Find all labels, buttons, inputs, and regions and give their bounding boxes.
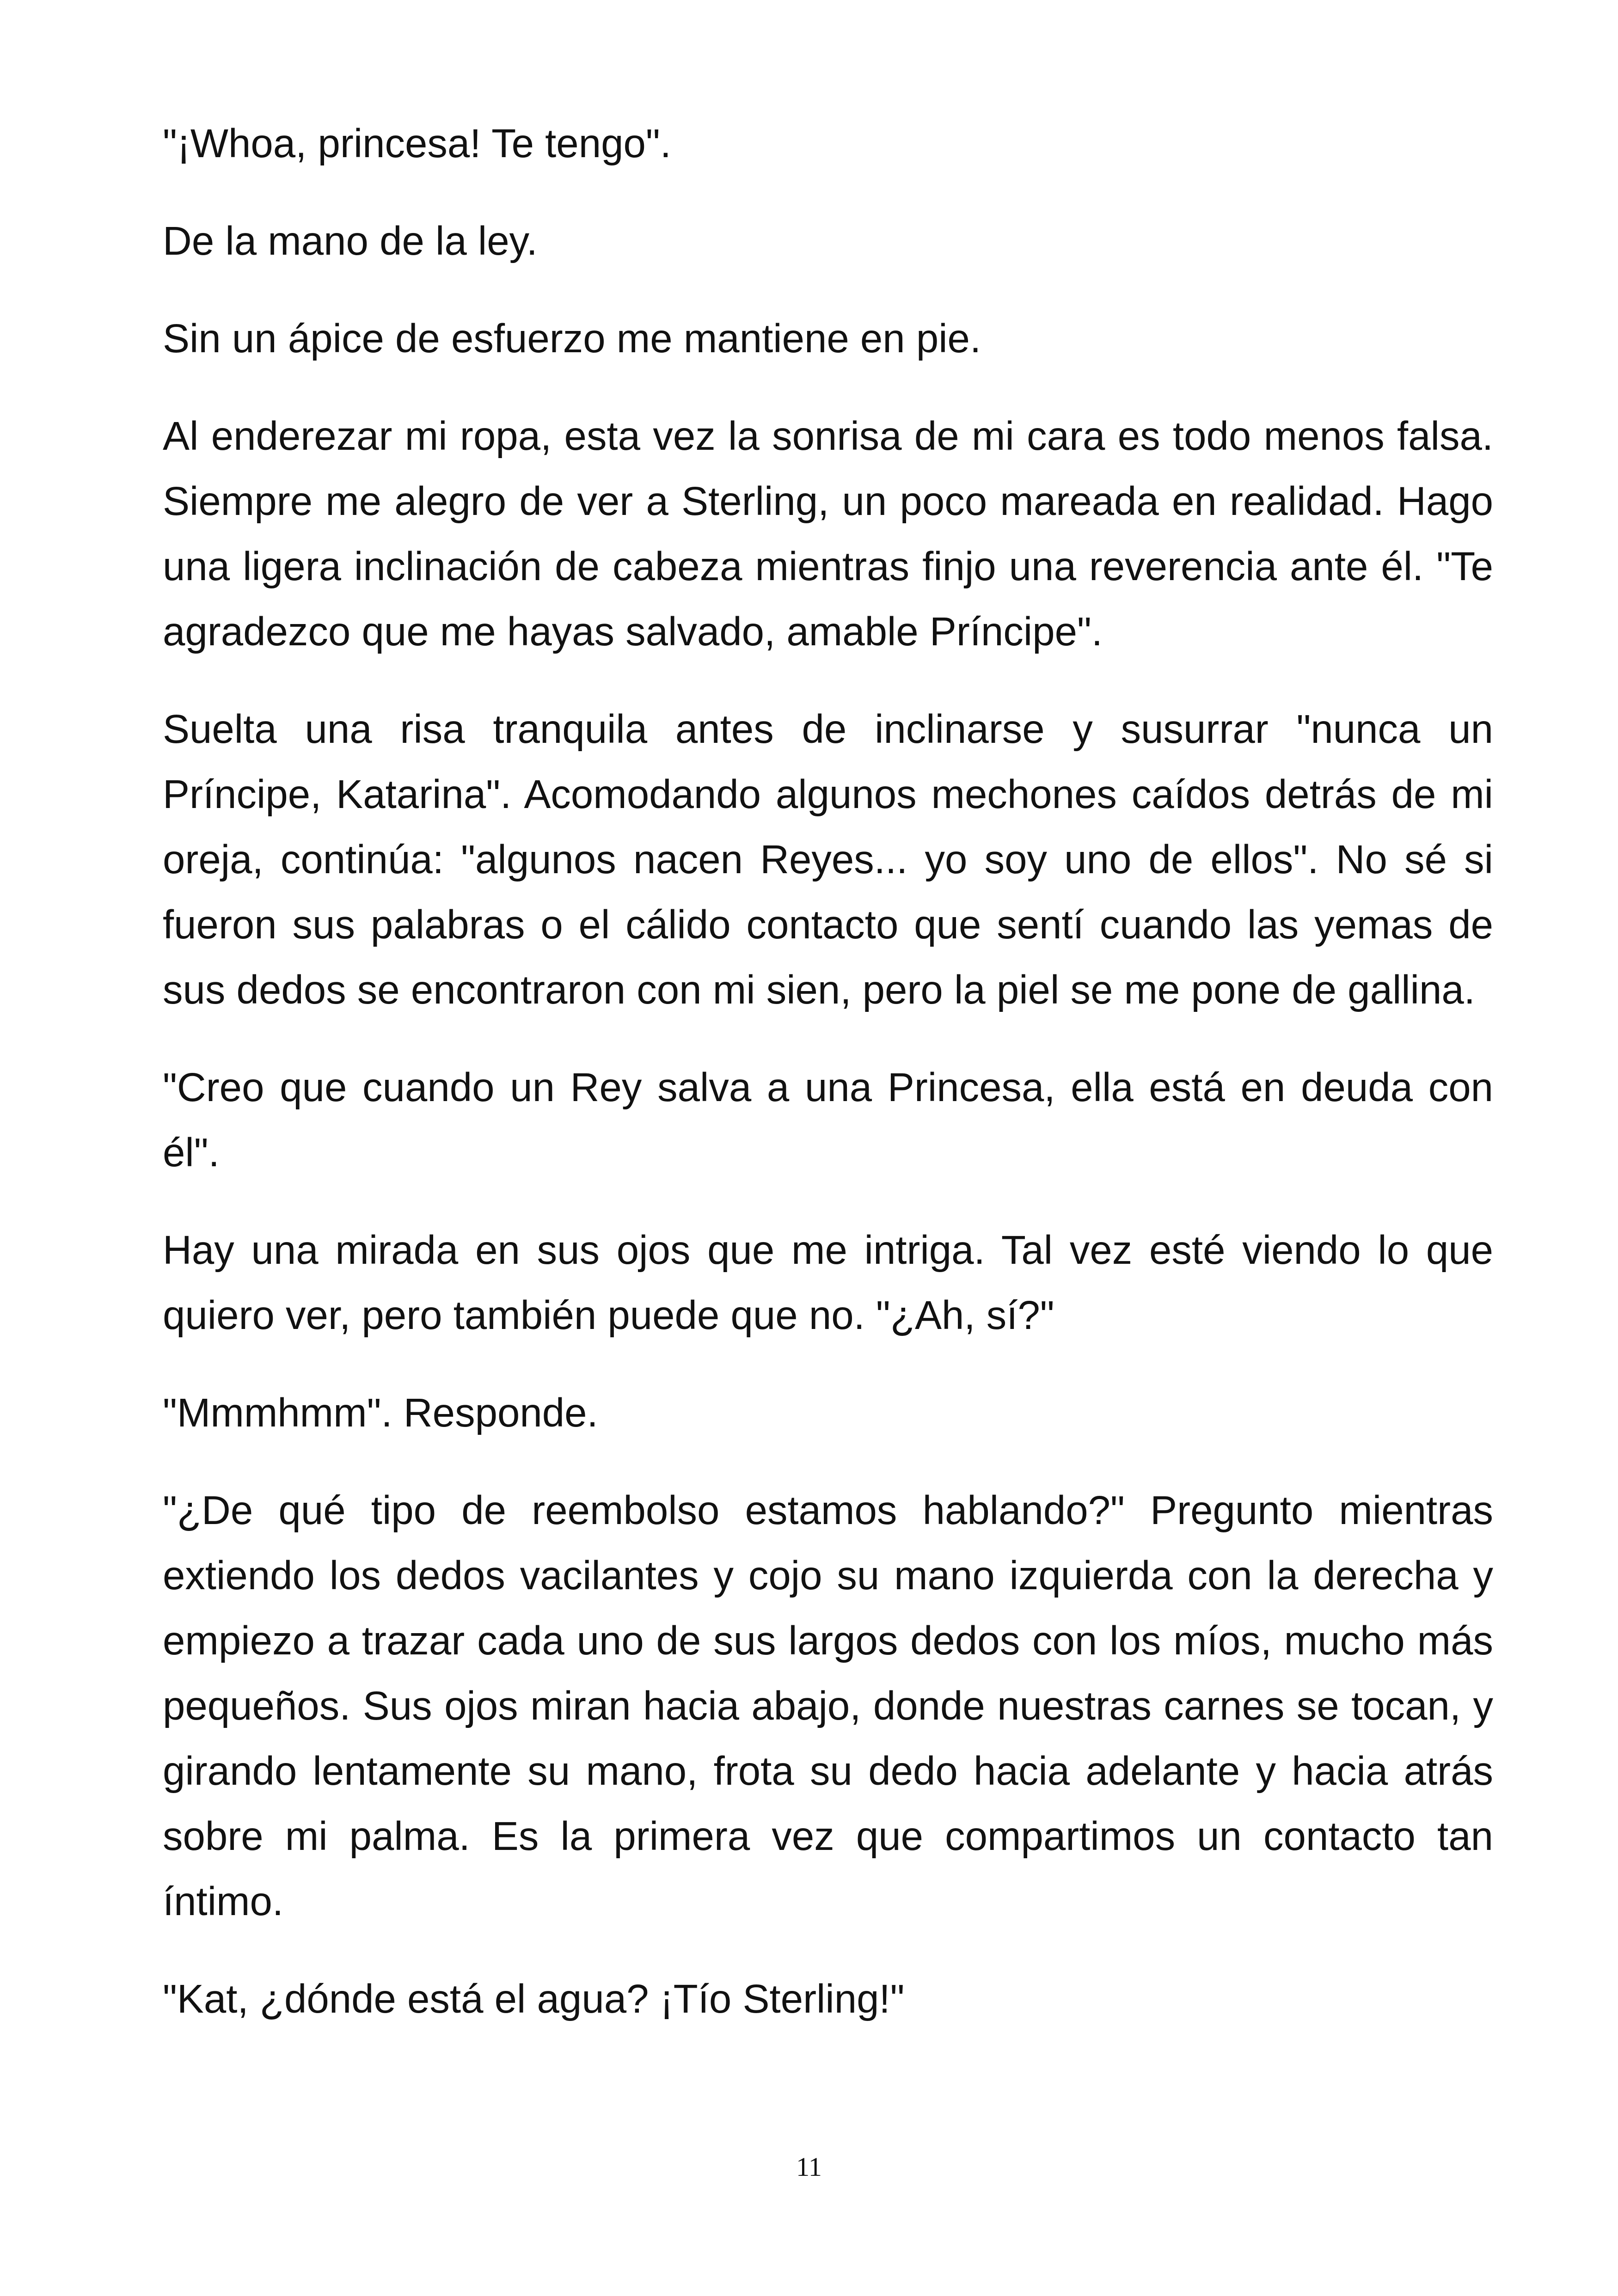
paragraph: Hay una mirada en sus ojos que me intriga. Tal vez esté viendo lo que quiero ver, pero también puede que no. "¿Ah, sí?" [163,1228,1493,1338]
paragraph: Al enderezar mi ropa, esta vez la sonrisa de mi cara es todo menos falsa. Siempre me alegro de ver a Sterling, un poco mareada en realidad. Hago una ligera inclinación de cabeza mientras finjo una reverencia ante él. "Te agradezco que me hayas salvado, amable Príncipe". [163,414,1493,654]
page-number: 11 [796,2152,822,2182]
paragraph: Suelta una risa tranquila antes de inclinarse y susurrar "nunca un Príncipe, Katarina". Acomodando algunos mechones caídos detrás de mi oreja, continúa: "algunos nacen Reyes... yo soy uno de ellos". No sé si fueron sus palabras o el cálido contacto que sentí cuando las yemas de sus dedos se encontraron con mi sien, pero la piel se me pone de gallina. [163,707,1493,1012]
paragraph: "Creo que cuando un Rey salva a una Princesa, ella está en deuda con él". [163,1065,1493,1175]
paragraph: "Kat, ¿dónde está el agua? ¡Tío Sterling!" [163,1977,905,2021]
body-text [163,111,1493,2064]
paragraph: "¿De qué tipo de reembolso estamos hablando?" Pregunto mientras extiendo los dedos vacilantes y cojo su mano izquierda con la derecha y empiezo a trazar cada uno de sus largos dedos con los míos, mucho más pequeños. Sus ojos miran hacia abajo, donde nuestras carnes se tocan, y girando lentamente su mano, frota su dedo hacia adelante y hacia atrás sobre mi palma. Es la primera vez que compartimos un contacto tan íntimo. [163,1488,1493,1924]
paragraph: "¡Whoa, princesa! Te tengo". [163,121,671,166]
paragraph: De la mano de la ley. [163,219,538,263]
paragraph: "Mmmhmm". Responde. [163,1390,598,1435]
paragraph: Sin un ápice de esfuerzo me mantiene en pie. [163,316,981,361]
